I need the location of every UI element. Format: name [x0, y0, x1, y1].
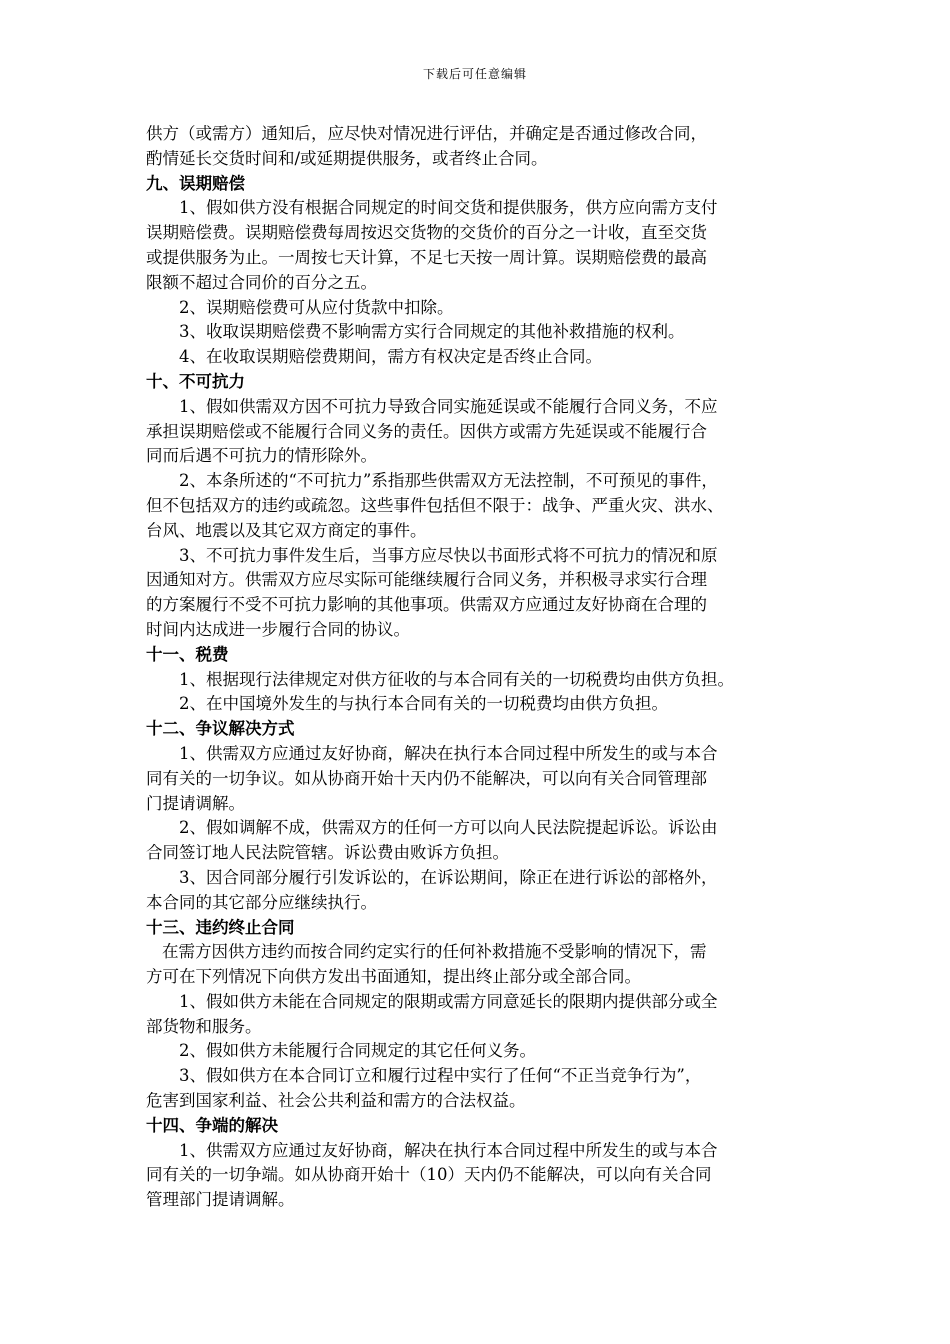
- text-line: 2、误期赔偿费可从应付货款中扣除。: [179, 297, 454, 317]
- text-line: 台风、地震以及其它双方商定的事件。: [146, 520, 427, 540]
- text-line: 4、在收取误期赔偿费期间，需方有权决定是否终止合同。: [179, 347, 602, 367]
- text-line: 承担误期赔偿或不能履行合同义务的责任。因供方或需方先延误或不能履行合: [146, 421, 707, 441]
- text-line: 误期赔偿费。误期赔偿费每周按迟交货物的交货价的百分之一计收，直至交货: [146, 223, 707, 243]
- text-line: 合同签订地人民法院管辖。诉讼费由败诉方负担。: [146, 843, 509, 863]
- text-line: 或提供服务为止。一周按七天计算，不足七天按一周计算。误期赔偿费的最高: [146, 247, 707, 267]
- text-line: 1、假如供方没有根据合同规定的时间交货和提供服务，供方应向需方支付: [179, 198, 718, 218]
- section-heading: 十二、争议解决方式: [146, 719, 295, 739]
- text-line: 1、根据现行法律规定对供方征收的与本合同有关的一切税费均由供方负担。: [179, 669, 734, 689]
- text-line: 方可在下列情况下向供方发出书面通知，提出终止部分或全部合同。: [146, 967, 641, 987]
- text-line: 同有关的一切争端。如从协商开始十（10）天内仍不能解决，可以向有关合同: [146, 1165, 712, 1185]
- text-line: 1、供需双方应通过友好协商，解决在执行本合同过程中所发生的或与本合: [179, 1140, 718, 1160]
- section-heading: 十三、违约终止合同: [146, 917, 295, 937]
- text-line: 3、收取误期赔偿费不影响需方实行合同规定的其他补救措施的权利。: [179, 322, 685, 342]
- text-line: 2、本条所述的“不可抗力”系指那些供需双方无法控制，不可预见的事件，: [179, 471, 718, 491]
- text-line: 限额不超过合同价的百分之五。: [146, 272, 377, 292]
- page-header: 下载后可任意编辑: [422, 67, 527, 81]
- text-line: 酌情延长交货时间和/或延期提供服务，或者终止合同。: [146, 148, 548, 168]
- text-line: 门提请调解。: [146, 793, 245, 813]
- text-line: 的方案履行不受不可抗力影响的其他事项。供需双方应通过友好协商在合理的: [146, 595, 707, 615]
- text-line: 在需方因供方违约而按合同约定实行的任何补救措施不受影响的情况下，需: [162, 942, 707, 962]
- text-line: 3、不可抗力事件发生后，当事方应尽快以书面形式将不可抗力的情况和原: [179, 545, 718, 565]
- text-line: 2、假如供方未能履行合同规定的其它任何义务。: [179, 1041, 536, 1061]
- text-line: 3、因合同部分履行引发诉讼的，在诉讼期间，除正在进行诉讼的部格外，: [179, 867, 718, 887]
- text-line: 3、假如供方在本合同订立和履行过程中实行了任何“不正当竞争行为”，: [179, 1066, 702, 1086]
- section-heading: 十、不可抗力: [146, 371, 245, 391]
- section-heading: 十一、税费: [146, 644, 229, 664]
- text-line: 本合同的其它部分应继续执行。: [146, 892, 377, 912]
- text-line: 部货物和服务。: [146, 1016, 262, 1036]
- text-line: 1、供需双方应通过友好协商，解决在执行本合同过程中所发生的或与本合: [179, 743, 718, 763]
- text-line: 时间内达成进一步履行合同的协议。: [146, 619, 410, 639]
- text-line: 因通知对方。供需双方应尽实际可能继续履行合同义务，并积极寻求实行合理: [146, 570, 707, 590]
- text-line: 危害到国家利益、社会公共利益和需方的合法权益。: [146, 1091, 526, 1111]
- text-line: 2、假如调解不成，供需双方的任何一方可以向人民法院提起诉讼。诉讼由: [179, 818, 718, 838]
- text-line: 同而后遇不可抗力的情形除外。: [146, 446, 377, 466]
- document-body: [146, 122, 814, 1213]
- text-line: 供方（或需方）通知后，应尽快对情况进行评估，并确定是否通过修改合同，: [146, 124, 707, 143]
- text-line: 1、假如供方未能在合同规定的限期或需方同意延长的限期内提供部分或全: [179, 991, 718, 1011]
- section-heading: 九、误期赔偿: [146, 173, 245, 193]
- text-line: 2、在中国境外发生的与执行本合同有关的一切税费均由供方负担。: [179, 694, 668, 714]
- text-line: 但不包括双方的违约或疏忽。这些事件包括但不限于：战争、严重火灾、洪水、: [146, 495, 724, 515]
- section-heading: 十四、争端的解决: [146, 1115, 278, 1135]
- text-line: 1、假如供需双方因不可抗力导致合同实施延误或不能履行合同义务，不应: [179, 396, 718, 416]
- text-line: 同有关的一切争议。如从协商开始十天内仍不能解决，可以向有关合同管理部: [146, 768, 707, 788]
- text-line: 管理部门提请调解。: [146, 1190, 295, 1210]
